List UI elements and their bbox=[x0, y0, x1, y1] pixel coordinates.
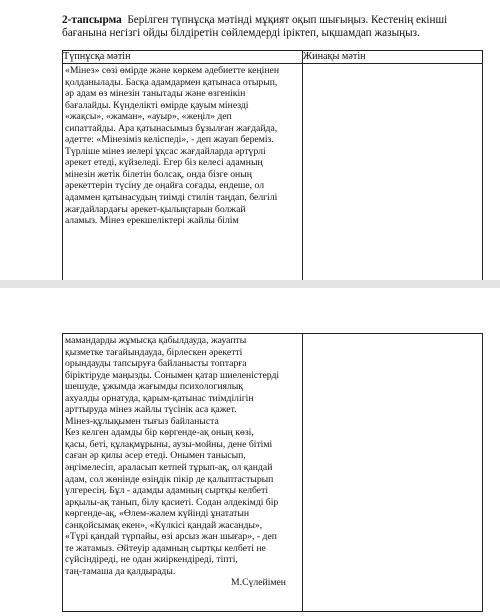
source-text-cell bbox=[63, 64, 303, 285]
worksheet-page-top bbox=[0, 0, 500, 280]
source-text-part-1: «Мінез» сөзі өмірде және көркем әдебиетте кеңінен қолданылады. Басқа адамдармен қатынаса отырып, әр адам өз мінезін танытады және өзгенікін бағалайды. Күнделікті өмірде қауым мінезді «жақсы», «жаман», «ауыр», «жеңіл» деп сипаттайды. Ара қатынасымыз бұзылған жағдайда, әдетте: «Мінезіміз келіспеді», - деп жауап береміз. Түрліше мінез иелері ұқсас жағдайларда әртүрлі әрекет етеді, күйзеледі. Егер біз келесі адамның мінезін жетік білетін болсақ, онда бізге оның әрекеттерін түсіну де оңайға соғады, ендеше, ол адаммен қатынасудың тиімді стилін таңдап, белгілі жағдайлардағы әрекет-қылықтарын болжай aламыз. Мінез ерекшеліктері жайлы білім bbox=[65, 65, 280, 227]
source-text-part-2 bbox=[63, 334, 302, 611]
source-text-cell bbox=[63, 334, 303, 612]
page-separator bbox=[0, 280, 500, 288]
task-text: Берілген түпнұсқа мәтінді мұқият оқып шығыңыз. Кестенің екінші бағанына негізгі ойды білдіретін сөйлемдерді іріктеп, ықшамдап жазыңыз. bbox=[62, 14, 448, 39]
comparison-table-part-2 bbox=[62, 333, 483, 612]
task-instruction bbox=[62, 14, 482, 40]
summary-text-cell[interactable] bbox=[303, 334, 483, 612]
summary-text-part-2[interactable] bbox=[303, 334, 482, 611]
summary-text-part-1[interactable] bbox=[303, 64, 482, 284]
source-text-body: мамандарды жұмысқа қабылдауда, жауапты қызметке тағайындауда, бірлескен әрекетті орындауды тапсыруға байланысты топтарға біріктіруде маңызды. Сонымен қатар шиеленістерді шешуде, ұжымда жағымды психологиялық ахуалды орнатуда, қарым-қатынас тиімділігін арттыруда мінез жайлы түсінік аса қажет. Мінез-құлықымен тығыз байланыста Кез келген адамды бір көргенде-ақ оның көзі, қасы, беті, құлақмұрыны, аузы-мойны, дене бітімі саған әр қилы әсер етеді. Онымен танысып, әңгімелесіп, араласып кетпей тұрып-ақ, ол қандай адам, сол жөнінде өзіңдік пікір де қалыптастырып үлгересің. Бұл - адамды адамның сыртқы келбеті арқылы-ақ танып, білу қасиеті. Содан әлдекімді бір көргенде-ақ, «Өлем-жәлем күйінді ұнататын сәнқойсымақ екен», «Күлкісі қандай жасанды», «Түрі қандай түрпайы, өзі арсыз жан шығар», - деп те жатамыз. Әйтеуір адамның сыртқы келбеті не сүйсіндіреді, не одан жиіркендіреді, тіпті, таң-тамаша да қалдырады. bbox=[65, 335, 280, 577]
author-name: М.Сүлейімен bbox=[231, 577, 286, 589]
summary-text-cell[interactable] bbox=[303, 64, 483, 285]
worksheet-page-bottom bbox=[0, 288, 500, 616]
column-header-source: Түпнұсқа мәтін bbox=[63, 51, 303, 64]
task-number: 2-тапсырма bbox=[62, 14, 122, 26]
column-header-summary: Жинақы мәтін bbox=[303, 51, 483, 64]
comparison-table-part-1 bbox=[62, 50, 483, 285]
